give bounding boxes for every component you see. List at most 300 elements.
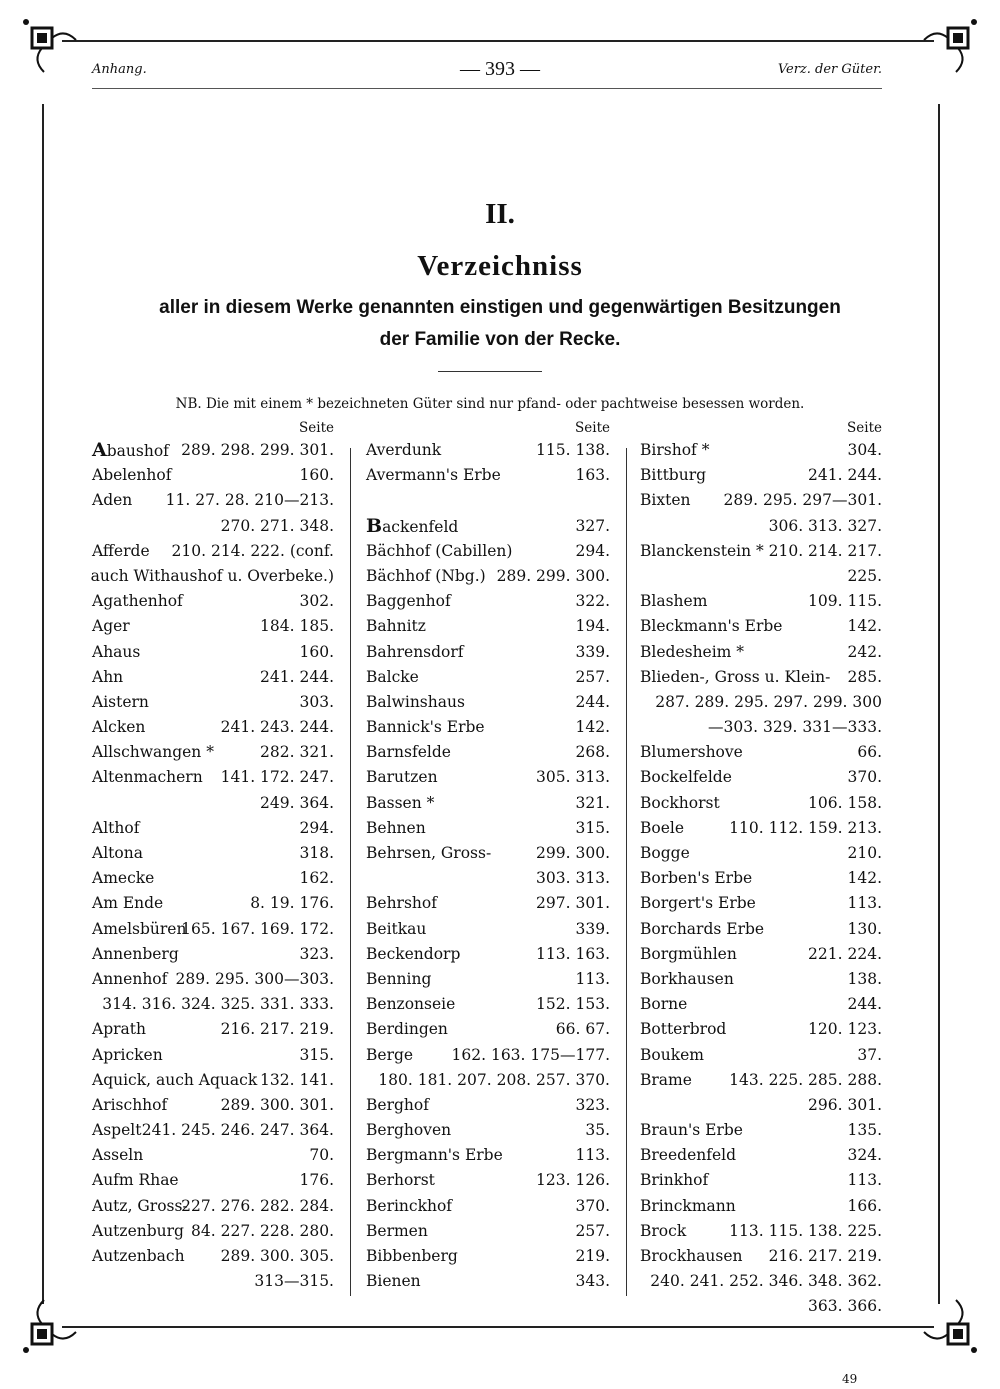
header-left: Anhang. [92, 62, 147, 77]
index-entry [640, 1043, 882, 1068]
entry-pages: 163. [575, 466, 610, 485]
entry-pages: 370. [575, 1196, 610, 1215]
entry-name: Autzenburg [92, 1221, 184, 1240]
entry-pages: 216. 217. 219. [768, 1247, 882, 1265]
index-entry [366, 564, 610, 589]
index-entry [92, 917, 334, 942]
entry-name: Bleckmann's Erbe [640, 617, 783, 636]
index-entry [640, 1168, 882, 1193]
entry-name: Borkhausen [640, 969, 734, 988]
entry-name: Boukem [640, 1045, 704, 1064]
index-entry [640, 539, 882, 564]
entry-name: Aprath [92, 1020, 146, 1039]
entry-pages: 70. [309, 1146, 334, 1165]
index-entry [366, 1093, 610, 1118]
entry-pages: 289. 298. 299. 301. [181, 441, 334, 459]
index-entry [366, 816, 610, 841]
signature-number: 49 [842, 1372, 858, 1386]
entry-name: Althof [92, 818, 140, 837]
entry-name: Agathenhof [92, 592, 183, 611]
index-entry [366, 841, 610, 866]
entry-pages: 315. [299, 1045, 334, 1064]
entry-name: Behnen [366, 818, 426, 837]
header-rule [92, 88, 882, 89]
entry-name: Birshof * [640, 441, 710, 459]
entry-pages: auch Withaushof u. Overbeke.) [90, 566, 334, 585]
entry-pages: 244. [847, 995, 882, 1014]
seite-label: Seite [299, 420, 334, 436]
index-entry [366, 967, 610, 992]
index-entry [92, 740, 334, 765]
index-entry [366, 690, 610, 715]
subtitle-line-2: der Familie von der Recke. [379, 329, 621, 350]
entry-pages: 270. 271. 348. [220, 516, 334, 535]
index-entry [640, 438, 882, 463]
index-entry [640, 1294, 882, 1319]
title-rule [438, 371, 542, 372]
entry-name: Berdingen [366, 1020, 448, 1039]
index-entry [640, 589, 882, 614]
entry-pages: 8. 19. 176. [250, 894, 334, 913]
index-entry [366, 765, 610, 790]
entry-name: Beckendorp [366, 944, 461, 963]
index-entry [92, 640, 334, 665]
entry-pages: 219. [575, 1247, 610, 1265]
entry-pages: 152. 153. [536, 995, 610, 1014]
index-entry [640, 841, 882, 866]
entry-pages: 321. [575, 793, 610, 812]
entry-name: Averdunk [366, 441, 442, 459]
entry-pages: 242. [847, 642, 882, 661]
index-entry [366, 438, 610, 463]
index-entry [640, 765, 882, 790]
index-entry [366, 1143, 610, 1168]
index-entry [640, 1269, 882, 1294]
index-entry [640, 891, 882, 916]
frame-right-line [938, 104, 940, 1304]
entry-pages: 339. [575, 642, 610, 661]
frame-top-line [62, 40, 934, 42]
entry-pages: 289. 300. 305. [220, 1247, 334, 1265]
index-entry [92, 1043, 334, 1068]
entry-pages: 343. [575, 1272, 610, 1291]
entry-name: Bienen [366, 1272, 421, 1291]
entry-name: Annenberg [92, 944, 179, 963]
entry-pages: 210. [847, 844, 882, 862]
entry-pages: 339. [575, 919, 610, 938]
column-separator [626, 448, 627, 1296]
entry-name: Abelenhof [92, 466, 172, 485]
entry-name: Bogge [640, 844, 690, 862]
entry-pages: 244. [575, 692, 610, 711]
index-entry [92, 463, 334, 488]
index-entry [640, 463, 882, 488]
entry-name: Bockelfelde [640, 768, 732, 787]
index-entry [640, 992, 882, 1017]
entry-name: Annenhof [92, 969, 168, 988]
entry-name: Benning [366, 969, 432, 988]
entry-pages: 241. 243. 244. [220, 718, 334, 737]
entry-name: Altenmachern [92, 768, 203, 787]
entry-pages: 184. 185. [260, 617, 334, 636]
entry-name: Amecke [92, 869, 155, 888]
page-title: Verzeichniss [417, 250, 583, 282]
seite-label: Seite [575, 420, 610, 436]
entry-pages: 302. [299, 592, 334, 611]
entry-pages: 143. 225. 285. 288. [729, 1070, 882, 1089]
index-entry [366, 1118, 610, 1143]
index-entry [366, 488, 610, 513]
entry-pages: 106. 158. [808, 793, 882, 812]
index-entry [366, 1168, 610, 1193]
index-entry [92, 665, 334, 690]
index-entry [640, 1118, 882, 1143]
entry-pages: 66. [857, 743, 882, 762]
entry-name: Apricken [92, 1045, 163, 1064]
index-entry [640, 1244, 882, 1269]
index-entry [92, 715, 334, 740]
entry-pages: 327. [575, 516, 610, 535]
frame-bottom-line [62, 1326, 934, 1328]
entry-pages: 297. 301. [536, 894, 610, 913]
entry-name: Aufm Rhae [92, 1171, 179, 1190]
entry-name: Boele [640, 818, 685, 837]
entry-pages: 313—315. [254, 1272, 334, 1291]
index-entry [640, 1093, 882, 1118]
entry-name: Berghof [366, 1095, 429, 1114]
entry-pages: 221. 224. [808, 944, 882, 963]
index-entry [640, 791, 882, 816]
entry-pages: 115. 138. [536, 441, 610, 459]
index-entry [92, 1244, 334, 1269]
entry-name: Blieden-, Gross u. Klein- [640, 667, 831, 686]
entry-name: Autzenbach [92, 1247, 185, 1265]
entry-name: Aspelt [92, 1121, 142, 1140]
index-entry [92, 1219, 334, 1244]
entry-name: Aquick, auch Aquack [92, 1070, 258, 1089]
entry-pages: 303. 313. [536, 869, 610, 888]
seite-label: Seite [847, 420, 882, 436]
index-entry [92, 816, 334, 841]
entry-pages: 363. 366. [808, 1297, 882, 1316]
index-entry [366, 917, 610, 942]
index-entry [640, 816, 882, 841]
entry-pages: 162. 163. 175—177. [451, 1045, 610, 1064]
entry-pages: 160. [299, 466, 334, 485]
entry-pages: 225. [847, 566, 882, 585]
entry-pages: 142. [575, 718, 610, 737]
index-entry [366, 539, 610, 564]
entry-name: Afferde [92, 541, 150, 560]
index-entry [92, 891, 334, 916]
entry-pages: 138. [847, 969, 882, 988]
entry-pages: 314. 316. 324. 325. 331. 333. [102, 995, 334, 1014]
entry-pages: 289. 295. 300—303. [175, 969, 334, 988]
entry-name: Asseln [92, 1146, 144, 1165]
entry-pages: 216. 217. 219. [220, 1020, 334, 1039]
entry-pages: 294. [575, 541, 610, 560]
header-right: Verz. der Güter. [777, 62, 882, 77]
entry-name: Borne [640, 995, 688, 1014]
entry-name: Berghoven [366, 1121, 452, 1140]
index-entry [92, 1118, 334, 1143]
entry-name: Brockhausen [640, 1247, 743, 1265]
entry-pages: 130. [847, 919, 882, 938]
index-entry [640, 614, 882, 639]
index-entry [366, 740, 610, 765]
entry-name: Bermen [366, 1221, 428, 1240]
entry-name: Borchards Erbe [640, 919, 765, 938]
index-entry [366, 791, 610, 816]
index-entry [640, 1017, 882, 1042]
entry-pages: 109. 115. [808, 592, 882, 611]
entry-name: Avermann's Erbe [366, 466, 501, 485]
index-entry [92, 514, 334, 539]
index-entry [640, 967, 882, 992]
entry-name: Ahaus [92, 642, 141, 661]
entry-name: Blanckenstein * [640, 541, 764, 560]
entry-name: Brame [640, 1070, 692, 1089]
entry-pages: 210. 214. 217. [768, 541, 882, 560]
index-entry [366, 1017, 610, 1042]
entry-pages: 299. 300. [536, 844, 610, 862]
entry-pages: 257. [575, 1221, 610, 1240]
index-entry [92, 992, 334, 1017]
entry-name: Bledesheim * [640, 642, 745, 661]
index-entry [366, 589, 610, 614]
index-entry [92, 765, 334, 790]
entry-pages: 227. 276. 282. 284. [181, 1196, 334, 1215]
entry-name: Brinkhof [640, 1171, 709, 1190]
entry-pages: 113. 163. [536, 944, 610, 963]
entry-name: Borgmühlen [640, 944, 737, 963]
index-entry [92, 1093, 334, 1118]
entry-pages: 323. [299, 944, 334, 963]
entry-name: Aden [92, 491, 133, 510]
entry-name: Botterbrod [640, 1020, 727, 1039]
entry-pages: 289. 295. 297—301. [723, 491, 882, 510]
entry-pages: 165. 167. 169. 172. [181, 919, 334, 938]
entry-name: Barutzen [366, 768, 438, 787]
index-entry [640, 942, 882, 967]
entry-pages: 123. 126. [536, 1171, 610, 1190]
index-entry [92, 942, 334, 967]
entry-name: Balcke [366, 667, 419, 686]
entry-pages: 370. [847, 768, 882, 787]
entry-pages: 249. 364. [260, 793, 334, 812]
entry-pages: 142. [847, 869, 882, 888]
entry-pages: 160. [299, 642, 334, 661]
index-column-1 [92, 420, 334, 1294]
entry-pages: 282. 321. [260, 743, 334, 762]
entry-pages: 305. 313. [536, 768, 610, 787]
entry-pages: 315. [575, 818, 610, 837]
entry-name: Baggenhof [366, 592, 451, 611]
entry-name: Allschwangen * [92, 743, 214, 762]
entry-pages: 113. [575, 1146, 610, 1165]
entry-pages: 287. 289. 295. 297. 299. 300 [655, 692, 882, 711]
entry-name: Bockhorst [640, 793, 720, 812]
entry-pages: 194. [575, 617, 610, 636]
index-entry [640, 1068, 882, 1093]
entry-name: Bahnitz [366, 617, 426, 636]
corner-ornament-bottom-right [920, 1296, 982, 1358]
section-number: II. [485, 198, 515, 230]
entry-name: Behrshof [366, 894, 437, 913]
index-entry [92, 589, 334, 614]
entry-pages: 11. 27. 28. 210—213. [165, 491, 334, 510]
entry-pages: 120. 123. [808, 1020, 882, 1039]
index-entry [366, 665, 610, 690]
entry-name: Ahn [92, 667, 124, 686]
entry-name: Berinckhof [366, 1196, 453, 1215]
index-entry [92, 614, 334, 639]
entry-name: Beitkau [366, 919, 427, 938]
entry-name: Borben's Erbe [640, 869, 753, 888]
index-entry [640, 640, 882, 665]
entry-pages: 113. 115. 138. 225. [729, 1221, 882, 1240]
index-entry [640, 866, 882, 891]
index-entry [366, 1068, 610, 1093]
entry-name: Berhorst [366, 1171, 435, 1190]
entry-name: Altona [92, 844, 143, 862]
index-entry [366, 514, 610, 539]
entry-name: Bibbenberg [366, 1247, 458, 1265]
index-entry [640, 740, 882, 765]
index-entry [92, 1194, 334, 1219]
entry-pages: 35. [585, 1121, 610, 1140]
entry-pages: 296. 301. [808, 1095, 882, 1114]
entry-name: Breedenfeld [640, 1146, 737, 1165]
entry-pages: 240. 241. 252. 346. 348. 362. [650, 1272, 882, 1291]
corner-ornament-bottom-left [18, 1296, 80, 1358]
index-entry [366, 1269, 610, 1294]
entry-pages: 304. [847, 441, 882, 459]
entry-name: Ager [92, 617, 130, 636]
index-entry [366, 1194, 610, 1219]
entry-pages: 289. 300. 301. [220, 1095, 334, 1114]
entry-name: Bächhof (Cabillen) [366, 541, 513, 560]
entry-pages: 176. [299, 1171, 334, 1190]
entry-name: Balwinshaus [366, 692, 465, 711]
entry-pages: 142. [847, 617, 882, 636]
index-entry [640, 1219, 882, 1244]
index-entry [640, 1143, 882, 1168]
index-entry [640, 690, 882, 715]
note: NB. Die mit einem * bezeichneten Güter sind nur pfand- oder pachtweise besessen worden. [175, 396, 805, 412]
entry-name: Arischhof [92, 1095, 168, 1114]
index-entry [92, 1017, 334, 1042]
entry-pages: 241. 244. [808, 466, 882, 485]
entry-pages: 210. 214. 222. (conf. [171, 541, 334, 560]
entry-pages: 318. [299, 844, 334, 862]
entry-name: Aistern [92, 692, 149, 711]
entry-pages: 303. [299, 692, 334, 711]
entry-name: Brock [640, 1221, 687, 1240]
entry-name: Benzonseie [366, 995, 456, 1014]
entry-name: Bassen * [366, 793, 435, 812]
entry-name: Brinckmann [640, 1196, 736, 1215]
entry-name: Borgert's Erbe [640, 894, 756, 913]
entry-name: Bittburg [640, 466, 707, 485]
index-entry [92, 1068, 334, 1093]
index-entry [640, 665, 882, 690]
index-column-3 [640, 420, 882, 1320]
index-entry [366, 1244, 610, 1269]
index-entry [366, 992, 610, 1017]
index-entry [366, 942, 610, 967]
index-entry [366, 715, 610, 740]
index-entry [366, 640, 610, 665]
index-entry [92, 791, 334, 816]
entry-pages: 306. 313. 327. [768, 516, 882, 535]
entry-pages: 66. 67. [555, 1020, 610, 1039]
entry-pages: 241. 245. 246. 247. 364. [141, 1121, 334, 1140]
entry-name: Backenfeld [366, 514, 459, 537]
entry-name: Amelsbüren [92, 919, 187, 938]
entry-name: Bannick's Erbe [366, 718, 485, 737]
entry-pages: 180. 181. 207. 208. 257. 370. [378, 1070, 610, 1089]
page-number: — 393 — [460, 58, 540, 80]
index-entry [366, 463, 610, 488]
entry-name: Braun's Erbe [640, 1121, 743, 1140]
entry-name: Bahrensdorf [366, 642, 464, 661]
index-entry [92, 539, 334, 564]
index-entry [92, 967, 334, 992]
entry-name: Bergmann's Erbe [366, 1146, 503, 1165]
index-column-2 [366, 420, 610, 1294]
entry-pages: 37. [857, 1045, 882, 1064]
index-entry [92, 690, 334, 715]
index-entry [366, 1043, 610, 1068]
index-entry [366, 1219, 610, 1244]
entry-pages: 323. [575, 1095, 610, 1114]
index-entry [366, 614, 610, 639]
entry-name: Autz, Gross- [92, 1196, 188, 1215]
entry-pages: 322. [575, 592, 610, 611]
index-entry [366, 891, 610, 916]
index-entry [92, 841, 334, 866]
entry-pages: —303. 329. 331—333. [708, 718, 882, 737]
frame-left-line [42, 104, 44, 1304]
subtitle-line-1: aller in diesem Werke genannten einstigen und gegenwärtigen Besitzungen [159, 297, 841, 318]
column-separator [350, 448, 351, 1296]
entry-name: Blumershove [640, 743, 743, 762]
index-entry [92, 866, 334, 891]
entry-pages: 113. [847, 1171, 882, 1190]
entry-name: Alcken [92, 718, 146, 737]
index-entry [92, 438, 334, 463]
entry-pages: 324. [847, 1146, 882, 1165]
entry-name: Bixten [640, 491, 691, 510]
index-entry [640, 514, 882, 539]
index-entry [640, 917, 882, 942]
entry-name: Bächhof (Nbg.) [366, 566, 486, 585]
entry-pages: 113. [575, 969, 610, 988]
index-entry [640, 488, 882, 513]
entry-pages: 257. [575, 667, 610, 686]
index-entry [92, 564, 334, 589]
entry-pages: 110. 112. 159. 213. [729, 818, 882, 837]
entry-pages: 285. [847, 667, 882, 686]
entry-pages: 84. 227. 228. 280. [191, 1221, 334, 1240]
entry-pages: 268. [575, 743, 610, 762]
index-entry [92, 1168, 334, 1193]
index-entry [92, 1269, 334, 1294]
entry-pages: 135. [847, 1121, 882, 1140]
entry-pages: 241. 244. [260, 667, 334, 686]
index-entry [92, 488, 334, 513]
